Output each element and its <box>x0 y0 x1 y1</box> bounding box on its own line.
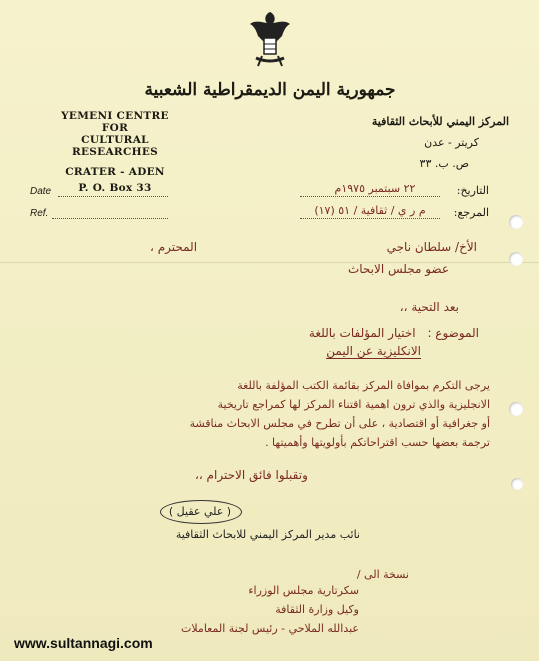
date-line <box>58 196 168 197</box>
body-line-4: ترجمة بعضها حسب اقتراحاتكم بأولويتها وأهميتها . <box>265 436 490 449</box>
org-name-line-3: CULTURAL RESEARCHES <box>71 134 159 159</box>
ar-ref-label: المرجع: <box>453 206 489 219</box>
ar-address: كريتر - عدن <box>424 135 479 149</box>
handwritten-ref: م ر ي / ثقافية / ٥١ (١٧) <box>314 204 426 217</box>
org-name-line-1: YEMENI CENTRE <box>61 110 169 122</box>
closing: وتقبلوا فائق الاحترام ،، <box>195 468 308 482</box>
ar-date-line <box>300 196 440 197</box>
punch-hole-4 <box>511 478 523 490</box>
english-letterhead <box>40 110 190 194</box>
subject-line-1 <box>179 326 479 340</box>
ar-org-name: المركز اليمني للأبحاث الثقافية <box>371 115 509 128</box>
copy-recipient-1: سكرتارية مجلس الوزراء <box>248 584 359 597</box>
org-name-line-2: FOR <box>101 122 129 135</box>
signature-title: نائب مدير المركز اليمني للابحاث الثقافية <box>175 528 360 541</box>
punch-hole-1 <box>509 215 523 229</box>
copies-label: نسخة الى / <box>356 568 409 581</box>
paper-fold <box>0 262 539 263</box>
ar-pobox: ص. ب. ٣٣ <box>419 156 469 170</box>
recipient-honorific: المحترم ، <box>150 240 198 254</box>
address-line-2: P. O. Box 33 <box>78 182 152 195</box>
punch-hole-2 <box>509 252 523 266</box>
letter-body <box>40 376 490 452</box>
address-line-1: CRATER - ADEN <box>65 166 165 179</box>
greeting: بعد التحية ،، <box>399 300 459 314</box>
website-watermark[interactable]: www.sultannagi.com <box>14 635 153 651</box>
arabic-republic-title: جمهورية اليمن الديمقراطية الشعبية <box>144 80 396 100</box>
ref-label: Ref. <box>30 208 49 219</box>
eagle-emblem-icon <box>246 8 294 70</box>
date-label: Date <box>30 186 52 197</box>
handwritten-date: ٢٢ سبتمبر ١٩٧٥م <box>334 182 416 195</box>
subject-label: الموضوع : <box>427 326 479 340</box>
punch-hole-3 <box>509 402 523 416</box>
subject-text-1: اختيار المؤلفات باللغة <box>308 326 416 340</box>
subject-line-2: الانكليزية عن اليمن <box>326 344 421 358</box>
ar-date-label: التاريخ: <box>456 184 489 197</box>
copy-recipient-2: وكيل وزارة الثقافة <box>275 603 359 616</box>
signature-name: ( علي عقيل ) <box>168 505 232 518</box>
body-line-3: أو جغرافية أو اقتصادية ، على أن تطرح في مجلس الابحاث مناقشة <box>189 417 490 430</box>
body-line-2: الانجليزية والذي ترون اهمية اقتناء المركز لها كمراجع تاريخية <box>217 398 490 411</box>
recipient-name: الأخ/ سلطان ناجي <box>386 240 477 254</box>
ref-line <box>52 218 168 219</box>
arabic-letterhead <box>349 112 509 175</box>
body-line-1: يرجى التكرم بموافاة المركز بقائمة الكتب المؤلفة باللغة <box>237 379 490 392</box>
recipient-role: عضو مجلس الابحاث <box>347 262 449 276</box>
ar-ref-line <box>300 218 440 219</box>
copy-recipient-3: عبدالله الملاحي - رئيس لجنة المعاملات <box>181 622 359 635</box>
